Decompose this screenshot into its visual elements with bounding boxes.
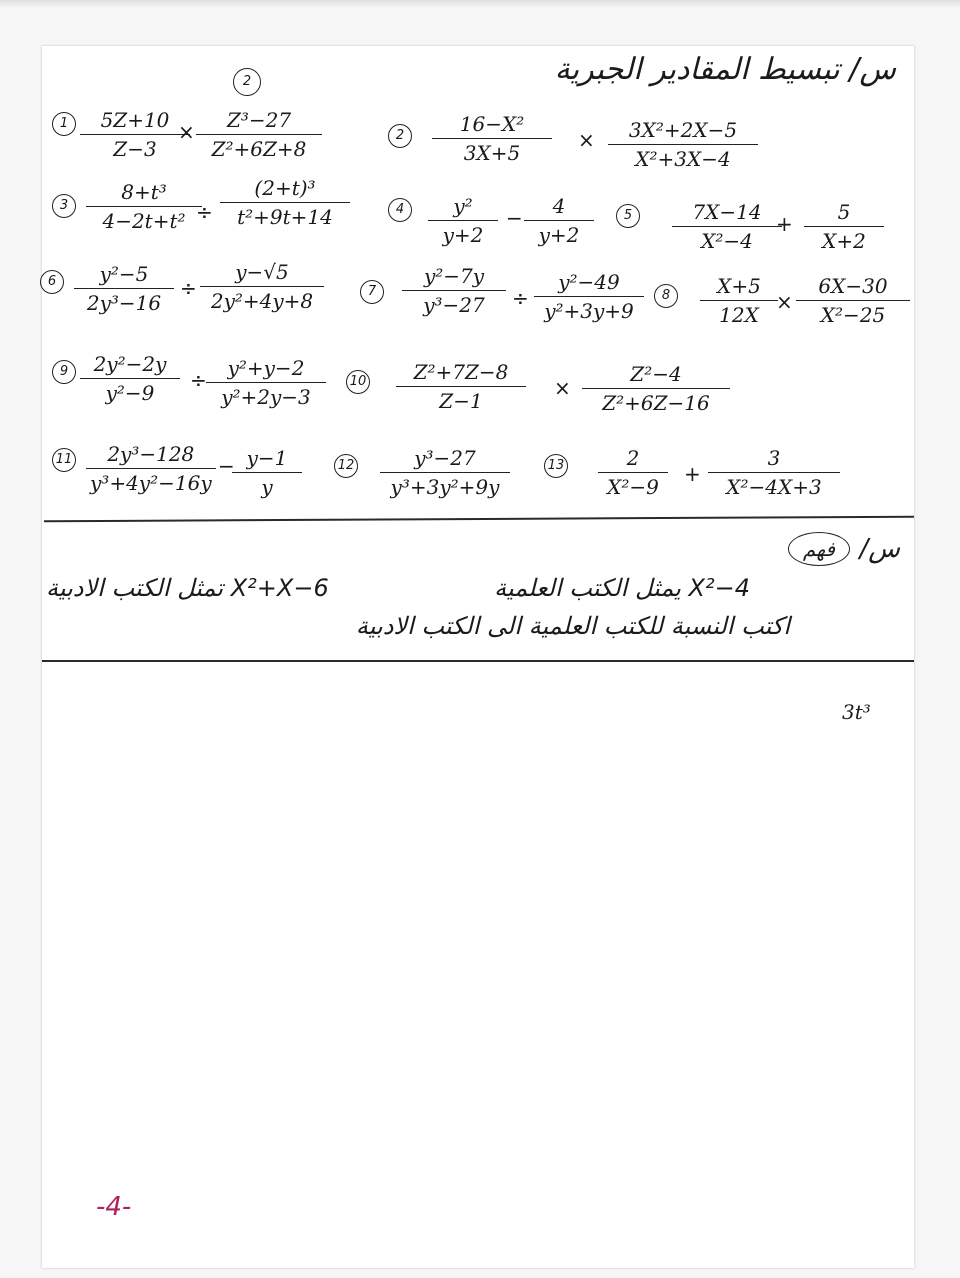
problem-6-fraction-1 [74, 262, 174, 315]
problem-8-fraction-2 [796, 274, 910, 327]
problem-7-fraction-2-numerator: y²−49 [534, 270, 644, 297]
problem-2-fraction-1-denominator: 3X+5 [463, 141, 521, 165]
top-strip [0, 0, 960, 8]
problem-7-fraction-1-denominator: y³−27 [423, 293, 485, 317]
problem-2-fraction-2-denominator: X²+3X−4 [635, 147, 731, 171]
question2-line1-right: X²−4 يمثل الكتب العلمية [494, 574, 750, 602]
question2-line2: اكتب النسبة للكتب العلمية الى الكتب الادبية [355, 612, 790, 640]
problem-5-fraction-1-denominator: X²−4 [701, 229, 753, 253]
problem-2-operator: × [578, 128, 595, 152]
problem-number-10: 10 [346, 370, 370, 394]
problem-13-operator: + [684, 462, 701, 486]
problem-10-fraction-2-numerator: Z²−4 [582, 362, 730, 389]
page-number: -4- [96, 1192, 132, 1222]
problem-number-5: 5 [616, 204, 640, 228]
problem-5-fraction-1-numerator: 7X−14 [672, 200, 782, 227]
problem-9-operator: ÷ [190, 368, 207, 392]
problem-7-operator: ÷ [512, 286, 529, 310]
problem-2-fraction-2 [608, 118, 758, 171]
problem-6-fraction-2-denominator: 2y²+4y+8 [210, 289, 314, 313]
problem-3-operator: ÷ [196, 200, 213, 224]
problem-12-fraction-1 [380, 446, 510, 499]
problem-8-fraction-2-numerator: 6X−30 [796, 274, 910, 301]
problem-3-fraction-2-denominator: t²+9t+14 [237, 205, 333, 229]
problem-4-fraction-1-numerator: y² [428, 194, 498, 221]
problem-9-fraction-2 [206, 356, 326, 409]
problem-7-fraction-2 [534, 270, 644, 323]
problem-1-fraction-1-denominator: Z−3 [113, 137, 157, 161]
problem-1-operator: × [178, 120, 195, 144]
problem-12-fraction-1-numerator: y³−27 [380, 446, 510, 473]
problem-1-fraction-2-numerator: Z³−27 [196, 108, 322, 135]
problem-13-fraction-2 [708, 446, 840, 499]
problem-12-fraction-1-denominator: y³+3y²+9y [390, 475, 500, 499]
problem-10-fraction-1-numerator: Z²+7Z−8 [396, 360, 526, 387]
problem-2-fraction-1 [432, 112, 552, 165]
problem-number-8: 8 [654, 284, 678, 308]
divider-line-2 [42, 660, 914, 662]
problem-number-12: 12 [334, 454, 358, 478]
problem-10-fraction-2 [582, 362, 730, 415]
problem-11-fraction-2-numerator: y−1 [232, 446, 302, 473]
problem-13-fraction-1-numerator: 2 [598, 446, 668, 473]
problem-11-fraction-1-numerator: 2y³−128 [86, 442, 216, 469]
question2-tag: فهم [788, 532, 850, 566]
circled-mark: 2 [233, 68, 261, 96]
problem-number-1: 1 [52, 112, 76, 136]
problem-11-fraction-2 [232, 446, 302, 499]
problem-6-fraction-2 [200, 260, 324, 313]
problem-number-2: 2 [388, 124, 412, 148]
problem-9-fraction-1-denominator: y²−9 [105, 381, 155, 405]
question2-line1-left: X²+X−6 تمثل الكتب الادبية [46, 574, 329, 602]
problem-8-fraction-1-numerator: X+5 [700, 274, 778, 301]
problem-13-fraction-1-denominator: X²−9 [607, 475, 659, 499]
problem-2-fraction-1-numerator: 16−X² [432, 112, 552, 139]
problem-10-fraction-2-denominator: Z²+6Z−16 [602, 391, 710, 415]
problem-11-fraction-1 [86, 442, 216, 495]
problem-11-fraction-2-denominator: y [261, 475, 273, 499]
problem-9-fraction-1-numerator: 2y²−2y [80, 352, 180, 379]
problem-2-fraction-2-numerator: 3X²+2X−5 [608, 118, 758, 145]
problem-number-13: 13 [544, 454, 568, 478]
problem-number-7: 7 [360, 280, 384, 304]
problem-3-fraction-2 [220, 176, 350, 229]
problem-10-fraction-1-denominator: Z−1 [439, 389, 483, 413]
problem-number-6: 6 [40, 270, 64, 294]
problem-13-fraction-1 [598, 446, 668, 499]
problem-8-fraction-1 [700, 274, 778, 327]
problem-1-fraction-2 [196, 108, 322, 161]
side-note: 3t³ [842, 700, 871, 724]
problem-7-fraction-2-denominator: y²+3y+9 [544, 299, 634, 323]
problem-number-9: 9 [52, 360, 76, 384]
problem-8-operator: × [776, 290, 793, 314]
problem-6-fraction-1-denominator: 2y³−16 [86, 291, 162, 315]
problem-1-fraction-1-numerator: 5Z+10 [80, 108, 190, 135]
problem-11-operator: − [218, 454, 235, 478]
problem-4-operator: − [506, 206, 523, 230]
problem-9-fraction-2-denominator: y²+2y−3 [221, 385, 311, 409]
problem-13-fraction-2-numerator: 3 [708, 446, 840, 473]
problem-6-fraction-1-numerator: y²−5 [74, 262, 174, 289]
problem-3-fraction-1 [86, 180, 202, 233]
problem-7-fraction-1-numerator: y²−7y [402, 264, 506, 291]
problem-number-11: 11 [52, 448, 76, 472]
problem-9-fraction-1 [80, 352, 180, 405]
problem-4-fraction-1 [428, 194, 498, 247]
problem-9-fraction-2-numerator: y²+y−2 [206, 356, 326, 383]
problem-3-fraction-1-numerator: 8+t³ [86, 180, 202, 207]
question2-label: س/ [859, 534, 900, 564]
problem-number-3: 3 [52, 194, 76, 218]
problem-5-fraction-2 [804, 200, 884, 253]
problem-4-fraction-2-denominator: y+2 [538, 223, 580, 247]
problem-10-fraction-1 [396, 360, 526, 413]
problem-number-4: 4 [388, 198, 412, 222]
problem-5-fraction-2-denominator: X+2 [822, 229, 866, 253]
problem-5-fraction-1 [672, 200, 782, 253]
problem-5-operator: + [776, 212, 793, 236]
problem-1-fraction-2-denominator: Z²+6Z+8 [211, 137, 307, 161]
problem-7-fraction-1 [402, 264, 506, 317]
problem-1-fraction-1 [80, 108, 190, 161]
problem-8-fraction-2-denominator: X²−25 [820, 303, 886, 327]
problem-4-fraction-1-denominator: y+2 [442, 223, 484, 247]
problem-11-fraction-1-denominator: y³+4y²−16y [90, 471, 212, 495]
problem-8-fraction-1-denominator: 12X [719, 303, 759, 327]
problem-3-fraction-1-denominator: 4−2t+t² [102, 209, 186, 233]
problem-6-operator: ÷ [180, 276, 197, 300]
problem-4-fraction-2 [524, 194, 594, 247]
problem-6-fraction-2-numerator: y−√5 [200, 260, 324, 287]
problem-3-fraction-2-numerator: (2+t)³ [220, 176, 350, 203]
question-title: س/ تبسيط المقادير الجبرية [554, 52, 896, 87]
problem-5-fraction-2-numerator: 5 [804, 200, 884, 227]
problem-10-operator: × [554, 376, 571, 400]
problem-4-fraction-2-numerator: 4 [524, 194, 594, 221]
problem-13-fraction-2-denominator: X²−4X+3 [726, 475, 822, 499]
